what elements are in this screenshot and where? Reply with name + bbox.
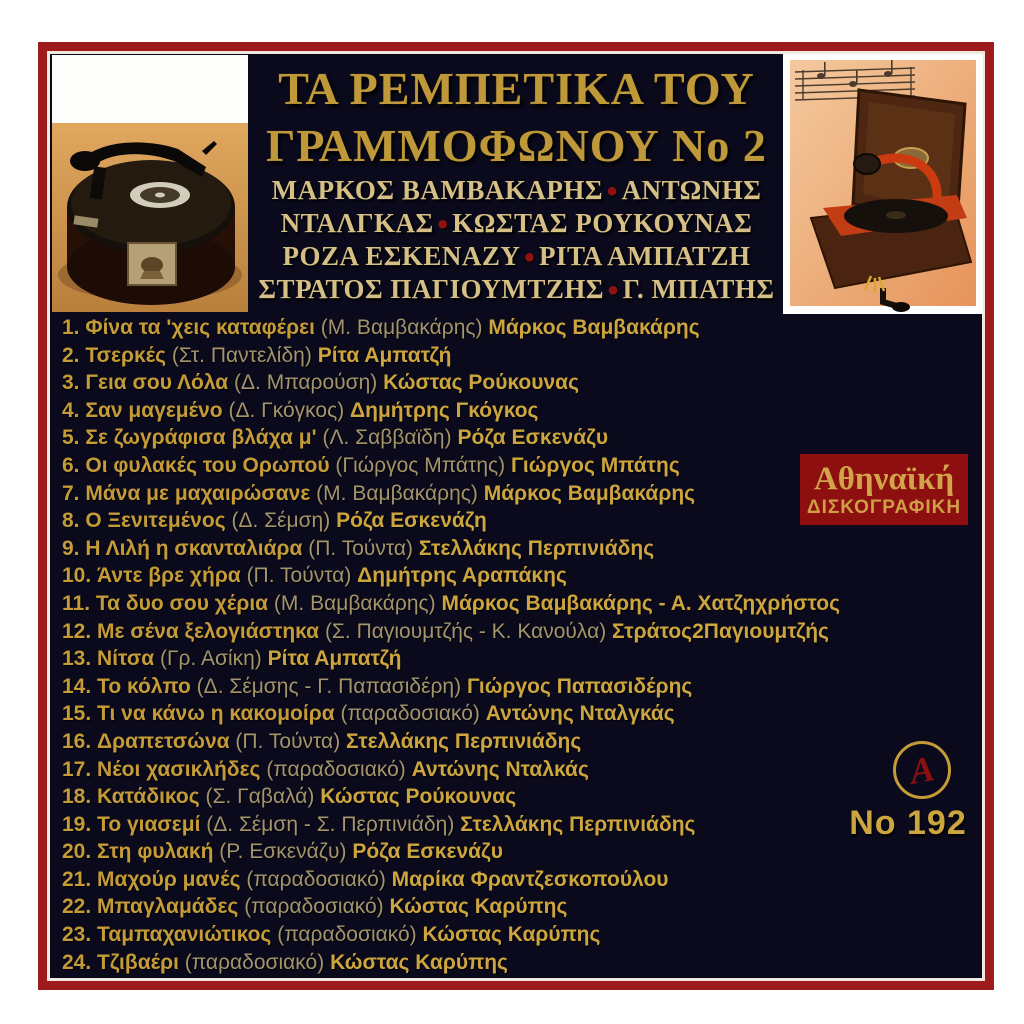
track-title: Τζιβαέρι	[97, 950, 179, 974]
track-performer: Στελλάκης Περπινιάδης	[346, 729, 582, 753]
track-title: Φίνα τα 'χεις καταφέρει	[85, 316, 315, 339]
track-credit: (παραδοσιακό)	[246, 867, 386, 891]
track-title: Άντε βρε χήρα	[97, 564, 241, 588]
track-performer: Κώστας Ρούκουνας	[320, 785, 517, 809]
track-performer: Ρόζα Εσκενάζη	[336, 509, 487, 533]
catalog-number: Νο 192	[849, 804, 967, 842]
track-credit: (Μ. Βαμβακάρης)	[316, 481, 478, 505]
track-number: 8.	[62, 509, 80, 533]
track-title: Δραπετσώνα	[97, 729, 230, 753]
track-row	[62, 618, 974, 646]
track-performer: Στελλάκης Περπινιάδης	[418, 536, 655, 560]
track-number: 15.	[62, 702, 92, 726]
track-credit: (Π. Τούντα)	[308, 536, 414, 560]
track-credit: (Γρ. Ασίκη)	[159, 647, 262, 671]
artist-name: ΡΟΖΑ ΕΣΚΕΝΑΖΥ	[282, 241, 521, 271]
track-performer: Γιώργος Μπάτης	[510, 453, 680, 477]
track-credit: (Δ. Σέμσης - Γ. Παπασιδέρη)	[196, 674, 462, 698]
gramophone-photo-left	[52, 55, 248, 312]
track-number: 6.	[62, 453, 80, 477]
track-performer: Ρόζα Εσκενάζυ	[352, 840, 503, 864]
track-number: 9.	[62, 536, 80, 560]
track-performer: Αντώνης Νταλγκάς	[485, 702, 675, 726]
label-subtitle: ΔΙΣΚΟΓΡΑΦΙΚΗ	[806, 496, 962, 518]
track-performer: Κώστας Καρύπης	[389, 895, 568, 919]
track-title: Ταμπαχανιώτικος	[97, 923, 272, 947]
track-credit: (Μ. Βαμβακάρης)	[320, 316, 483, 339]
track-number: 24.	[62, 950, 92, 974]
track-performer: Ρίτα Αμπατζή	[317, 343, 452, 367]
artist-name: ΝΤΑΛΓΚΑΣ	[280, 208, 434, 238]
artist-line	[248, 207, 785, 240]
track-number: 4.	[62, 398, 80, 422]
track-performer: Στελλάκης Περπινιάδης	[460, 812, 696, 836]
track-number: 13.	[62, 647, 92, 671]
track-row	[62, 700, 974, 728]
portable-gramophone-icon	[52, 55, 248, 312]
track-performer: Δημήτρης Γκόγκος	[350, 398, 539, 422]
track-credit: (Δ. Γκόγκος)	[228, 398, 345, 422]
bullet-separator-icon: ●	[607, 279, 620, 301]
artist-line	[248, 174, 785, 207]
artist-line	[248, 273, 785, 306]
track-title: Ο Ξενιτεμένος	[85, 509, 226, 533]
track-credit: (Σ. Παγιουμτζής - Κ. Κανούλα)	[324, 619, 607, 643]
track-row	[62, 949, 974, 977]
album-title-line2: ΓΡΑΜΜΟΦΩΝΟΥ Νο 2	[266, 120, 767, 171]
track-row	[62, 342, 974, 370]
title-block	[248, 60, 785, 306]
track-credit: (παραδοσιακό)	[340, 702, 480, 726]
track-performer: Μάρκος Βαμβακάρης - Α. Χατζηχρήστος	[441, 591, 841, 615]
track-credit: (Λ. Σαββαϊδη)	[322, 426, 452, 450]
track-number: 17.	[62, 757, 92, 781]
track-title: Τι να κάνω η κακομοίρα	[97, 702, 335, 726]
album-title-line1: ΤΑ ΡΕΜΠΕΤΙΚΑ ΤΟΥ	[278, 63, 755, 114]
track-number: 1.	[62, 316, 80, 339]
track-row	[62, 369, 974, 397]
label-monogram-circle	[893, 741, 951, 799]
track-credit: (παραδοσιακό)	[277, 923, 417, 947]
artist-name: ΣΤΡΑΤΟΣ ΠΑΓΙΟΥΜΤΖΗΣ	[258, 274, 605, 304]
track-number: 18.	[62, 785, 92, 809]
track-row	[62, 921, 974, 949]
case-gramophone-icon	[783, 54, 983, 314]
track-row	[62, 590, 974, 618]
track-number: 23.	[62, 923, 92, 947]
track-credit: (παραδοσιακό)	[184, 950, 325, 974]
track-title: Γεια σου Λόλα	[85, 371, 229, 395]
track-title: Η Λιλή η σκανταλιάρα	[85, 536, 303, 560]
track-number: 21.	[62, 867, 92, 891]
track-list	[62, 314, 974, 976]
track-performer: Κώστας Καρύπης	[422, 923, 601, 947]
track-credit: (παραδοσιακό)	[266, 757, 406, 781]
track-performer: Μάρκος Βαμβακάρης	[483, 481, 696, 505]
track-row	[62, 535, 974, 563]
track-title: Οι φυλακές του Ορωπού	[85, 453, 330, 477]
track-performer: Γιώργος Παπασιδέρης	[466, 674, 693, 698]
track-performer: Μάρκος Βαμβακάρης	[488, 316, 700, 339]
track-row	[62, 866, 974, 894]
artist-name: ΜΑΡΚΟΣ ΒΑΜΒΑΚΑΡΗΣ	[271, 175, 603, 205]
track-performer: Δημήτρης Αραπάκης	[357, 564, 567, 588]
track-number: 5.	[62, 426, 80, 450]
track-title: Το γιασεμί	[97, 812, 201, 836]
artist-name: ΡΙΤΑ ΑΜΠΑΤΖΗ	[539, 241, 751, 271]
artist-name: ΚΩΣΤΑΣ ΡΟΥΚΟΥΝΑΣ	[452, 208, 753, 238]
track-number: 2.	[62, 343, 80, 367]
track-credit: (Δ. Μπαρούση)	[234, 371, 378, 395]
track-title: Μπαγλαμάδες	[97, 895, 239, 919]
track-title: Νέοι χασικλήδες	[97, 757, 261, 781]
track-row	[62, 645, 974, 673]
track-number: 3.	[62, 371, 80, 395]
track-credit: (Ρ. Εσκενάζυ)	[219, 840, 347, 864]
track-row	[62, 756, 974, 784]
track-number: 11.	[62, 591, 91, 615]
artist-list	[248, 174, 785, 306]
track-number: 7.	[62, 481, 80, 505]
artist-name: ΑΝΤΩΝΗΣ	[621, 175, 762, 205]
track-number: 14.	[62, 674, 92, 698]
album-cover	[38, 42, 994, 990]
track-performer: Αντώνης Νταλκάς	[411, 757, 589, 781]
gramophone-photo-right	[783, 54, 983, 314]
bullet-separator-icon: ●	[523, 246, 536, 268]
track-performer: Στράτος2Παγιουμτζής	[612, 619, 829, 643]
track-title: Μάνα με μαχαιρώσανε	[85, 481, 311, 505]
label-name: Αθηναϊκή	[813, 460, 955, 497]
monogram-letter-icon: A	[906, 748, 938, 792]
track-row	[62, 893, 974, 921]
track-number: 20.	[62, 840, 92, 864]
track-number: 19.	[62, 812, 92, 836]
track-credit: (παραδοσιακό)	[244, 895, 384, 919]
track-row	[62, 562, 974, 590]
artist-line	[248, 240, 785, 273]
track-title: Μαχούρ μανές	[97, 867, 241, 891]
track-performer: Κώστας Ρούκουνας	[383, 371, 579, 395]
track-title: Σε ζωγράφισα βλάχα μ'	[85, 426, 317, 450]
track-number: 22.	[62, 895, 92, 919]
artist-name: Γ. ΜΠΑΤΗΣ	[622, 274, 775, 304]
track-title: Το κόλπο	[97, 674, 191, 698]
track-row	[62, 314, 974, 342]
track-credit: (Στ. Παντελίδη)	[171, 343, 312, 367]
track-credit: (Δ. Σέμση)	[231, 509, 331, 533]
bullet-separator-icon: ●	[436, 213, 450, 235]
track-credit: (Γιώργος Μπάτης)	[335, 453, 506, 477]
track-row	[62, 673, 974, 701]
track-title: Τσερκές	[85, 343, 167, 367]
track-row	[62, 397, 974, 425]
track-number: 16.	[62, 729, 92, 753]
track-performer: Ρόζα Εσκενάζυ	[457, 426, 609, 450]
track-title: Κατάδικος	[97, 785, 200, 809]
record-label-badge	[800, 454, 968, 525]
track-performer: Μαρίκα Φραντζεσκοπούλου	[391, 867, 669, 891]
track-credit: (Π. Τούντα)	[246, 564, 352, 588]
cover-inner-field	[47, 51, 985, 981]
track-performer: Κώστας Καρύπης	[330, 950, 508, 974]
track-performer: Ρίτα Αμπατζή	[267, 647, 402, 671]
track-title: Με σένα ξελογιάστηκα	[97, 619, 320, 643]
track-title: Τα δυο σου χέρια	[95, 591, 269, 615]
track-credit: (Π. Τούντα)	[235, 729, 341, 753]
bullet-separator-icon: ●	[605, 180, 619, 202]
track-row	[62, 424, 974, 452]
track-title: Νίτσα	[97, 647, 155, 671]
track-title: Στη φυλακή	[97, 840, 214, 864]
track-number: 12.	[62, 619, 92, 643]
track-credit: (Σ. Γαβαλά)	[205, 785, 315, 809]
track-title: Σαν μαγεμένο	[85, 398, 223, 422]
track-credit: (Μ. Βαμβακάρης)	[273, 591, 436, 615]
track-credit: (Δ. Σέμση - Σ. Περπινιάδη)	[206, 812, 455, 836]
track-number: 10.	[62, 564, 92, 588]
track-row	[62, 728, 974, 756]
